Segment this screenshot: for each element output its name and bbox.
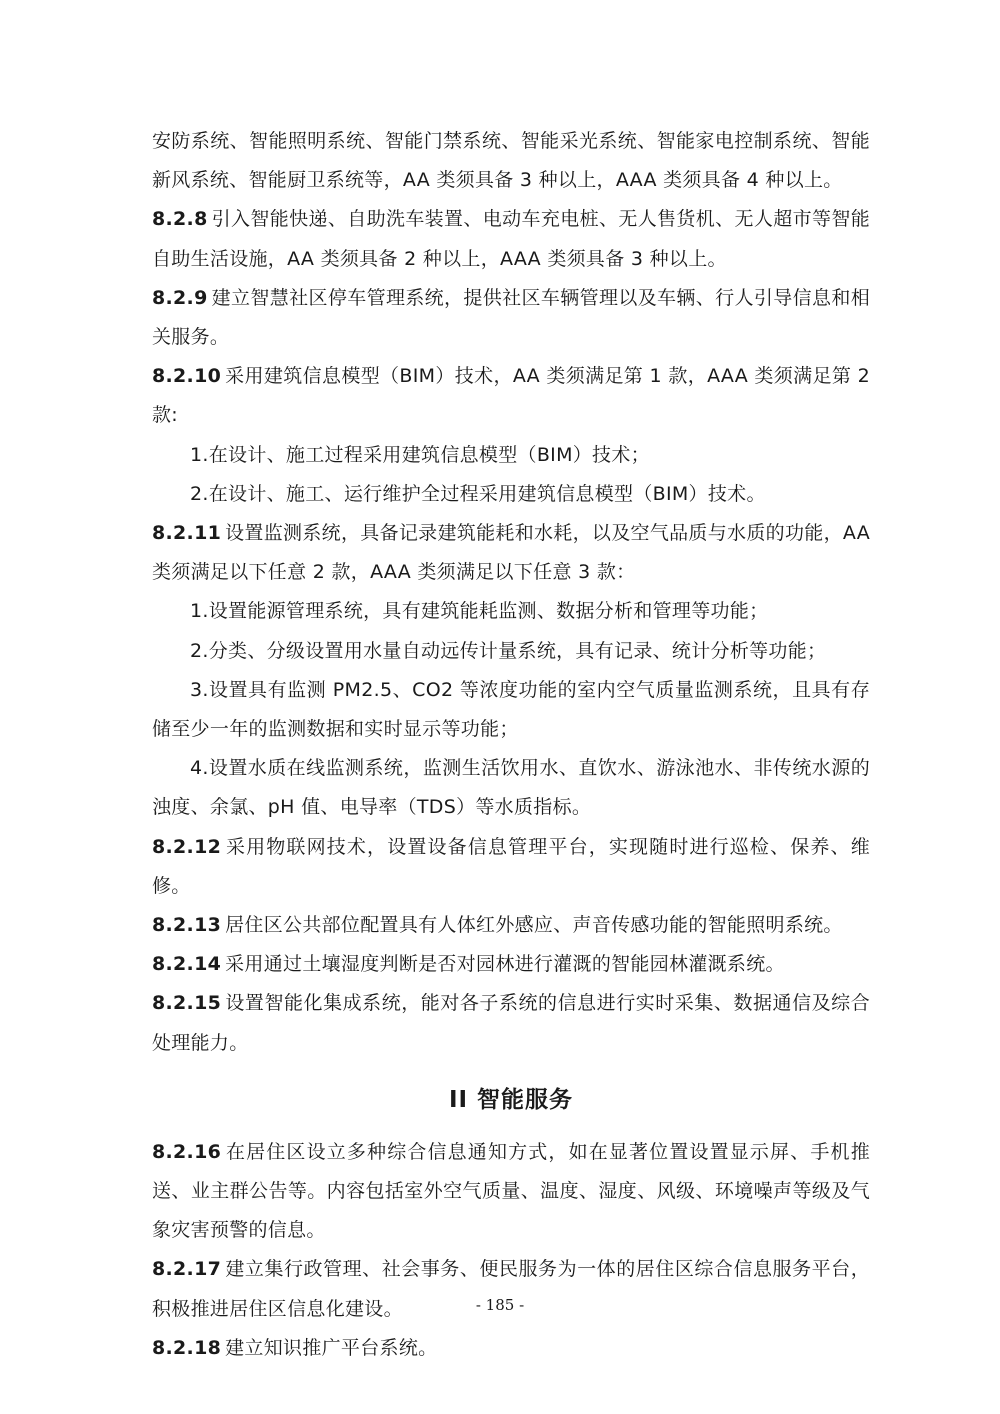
clause-8-2-8 <box>152 200 870 278</box>
continuation-paragraph: 安防系统、智能照明系统、智能门禁系统、智能采光系统、智能家电控制系统、智能新风系统、智能厨卫系统等，AA 类须具备 3 种以上，AAA 类须具备 4 种以上。 <box>152 130 870 192</box>
section-heading: II 智能服务 <box>448 1086 574 1113</box>
clause-text: 建立集行政管理、社会事务、便民服务为一体的居住区综合信息服务平台，积极推进居住区信息化建设。 <box>152 1258 870 1320</box>
clause-text: 采用通过土壤湿度判断是否对园林进行灌溉的智能园林灌溉系统。 <box>225 953 785 976</box>
clause-text: 引入智能快递、自助洗车装置、电动车充电桩、无人售货机、无人超市等智能自助生活设施，AA 类须具备 2 种以上，AAA 类须具备 3 种以上。 <box>152 208 870 270</box>
page-number: - 185 - <box>475 1296 525 1314</box>
clause-text: 建立知识推广平台系统。 <box>225 1336 438 1359</box>
clause-number: 8.2.11 <box>152 522 222 545</box>
clause-number: 8.2.13 <box>152 914 222 937</box>
clause-item: 2.在设计、施工、运行维护全过程采用建筑信息模型（BIM）技术。 <box>190 482 766 505</box>
clause-text: 在居住区设立多种综合信息通知方式，如在显著位置设置显示屏、手机推送、业主群公告等。内容包括室外空气质量、温度、湿度、风级、环境噪声等级及气象灾害预警的信息。 <box>152 1140 870 1242</box>
clause-text: 设置监测系统，具备记录建筑能耗和水耗，以及空气品质与水质的功能，AA 类须满足以下任意 2 款，AAA 类须满足以下任意 3 款： <box>152 522 870 584</box>
clause-8-2-11 <box>152 514 870 592</box>
clause-item: 2.分类、分级设置用水量自动远传计量系统，具有记录、统计分析等功能； <box>190 639 827 662</box>
clause-item: 3.设置具有监测 PM2.5、CO2 等浓度功能的室内空气质量监测系统，且具有存储至少一年的监测数据和实时显示等功能； <box>152 678 870 741</box>
clause-number: 8.2.10 <box>152 365 222 388</box>
clause-8-2-9 <box>152 279 870 357</box>
clause-8-2-10 <box>152 357 870 435</box>
clause-8-2-15 <box>152 984 870 1062</box>
clause-8-2-14 <box>152 945 870 984</box>
clause-number: 8.2.9 <box>152 286 208 309</box>
clause-number: 8.2.14 <box>152 953 222 976</box>
clause-text: 居住区公共部位配置具有人体红外感应、声音传感功能的智能照明系统。 <box>225 914 843 937</box>
page-content <box>152 122 870 1368</box>
clause-text: 采用建筑信息模型（BIM）技术，AA 类须满足第 1 款，AAA 类须满足第 2 款: <box>152 365 870 427</box>
clause-number: 8.2.18 <box>152 1336 222 1359</box>
clause-8-2-18 <box>152 1329 870 1368</box>
clause-number: 8.2.17 <box>152 1258 222 1281</box>
clause-8-2-16 <box>152 1133 870 1251</box>
clause-8-2-13 <box>152 906 870 945</box>
clause-text: 设置智能化集成系统，能对各子系统的信息进行实时采集、数据通信及综合处理能力。 <box>152 992 870 1054</box>
clause-item: 1.设置能源管理系统，具有建筑能耗监测、数据分析和管理等功能； <box>190 600 769 623</box>
clause-8-2-17 <box>152 1250 870 1328</box>
clause-text: 采用物联网技术，设置设备信息管理平台，实现随时进行巡检、保养、维修。 <box>152 835 870 897</box>
clause-item: 4.设置水质在线监测系统，监测生活饮用水、直饮水、游泳池水、非传统水源的浊度、余氯、pH 值、电导率（TDS）等水质指标。 <box>152 757 870 819</box>
clause-number: 8.2.12 <box>152 835 222 858</box>
clause-item: 1.在设计、施工过程采用建筑信息模型（BIM）技术； <box>190 443 650 466</box>
clause-8-2-12 <box>152 828 870 906</box>
clause-number: 8.2.15 <box>152 992 222 1015</box>
clause-text: 建立智慧社区停车管理系统，提供社区车辆管理以及车辆、行人引导信息和相关服务。 <box>152 286 870 349</box>
clause-number: 8.2.8 <box>152 208 208 231</box>
clause-number: 8.2.16 <box>152 1140 222 1163</box>
